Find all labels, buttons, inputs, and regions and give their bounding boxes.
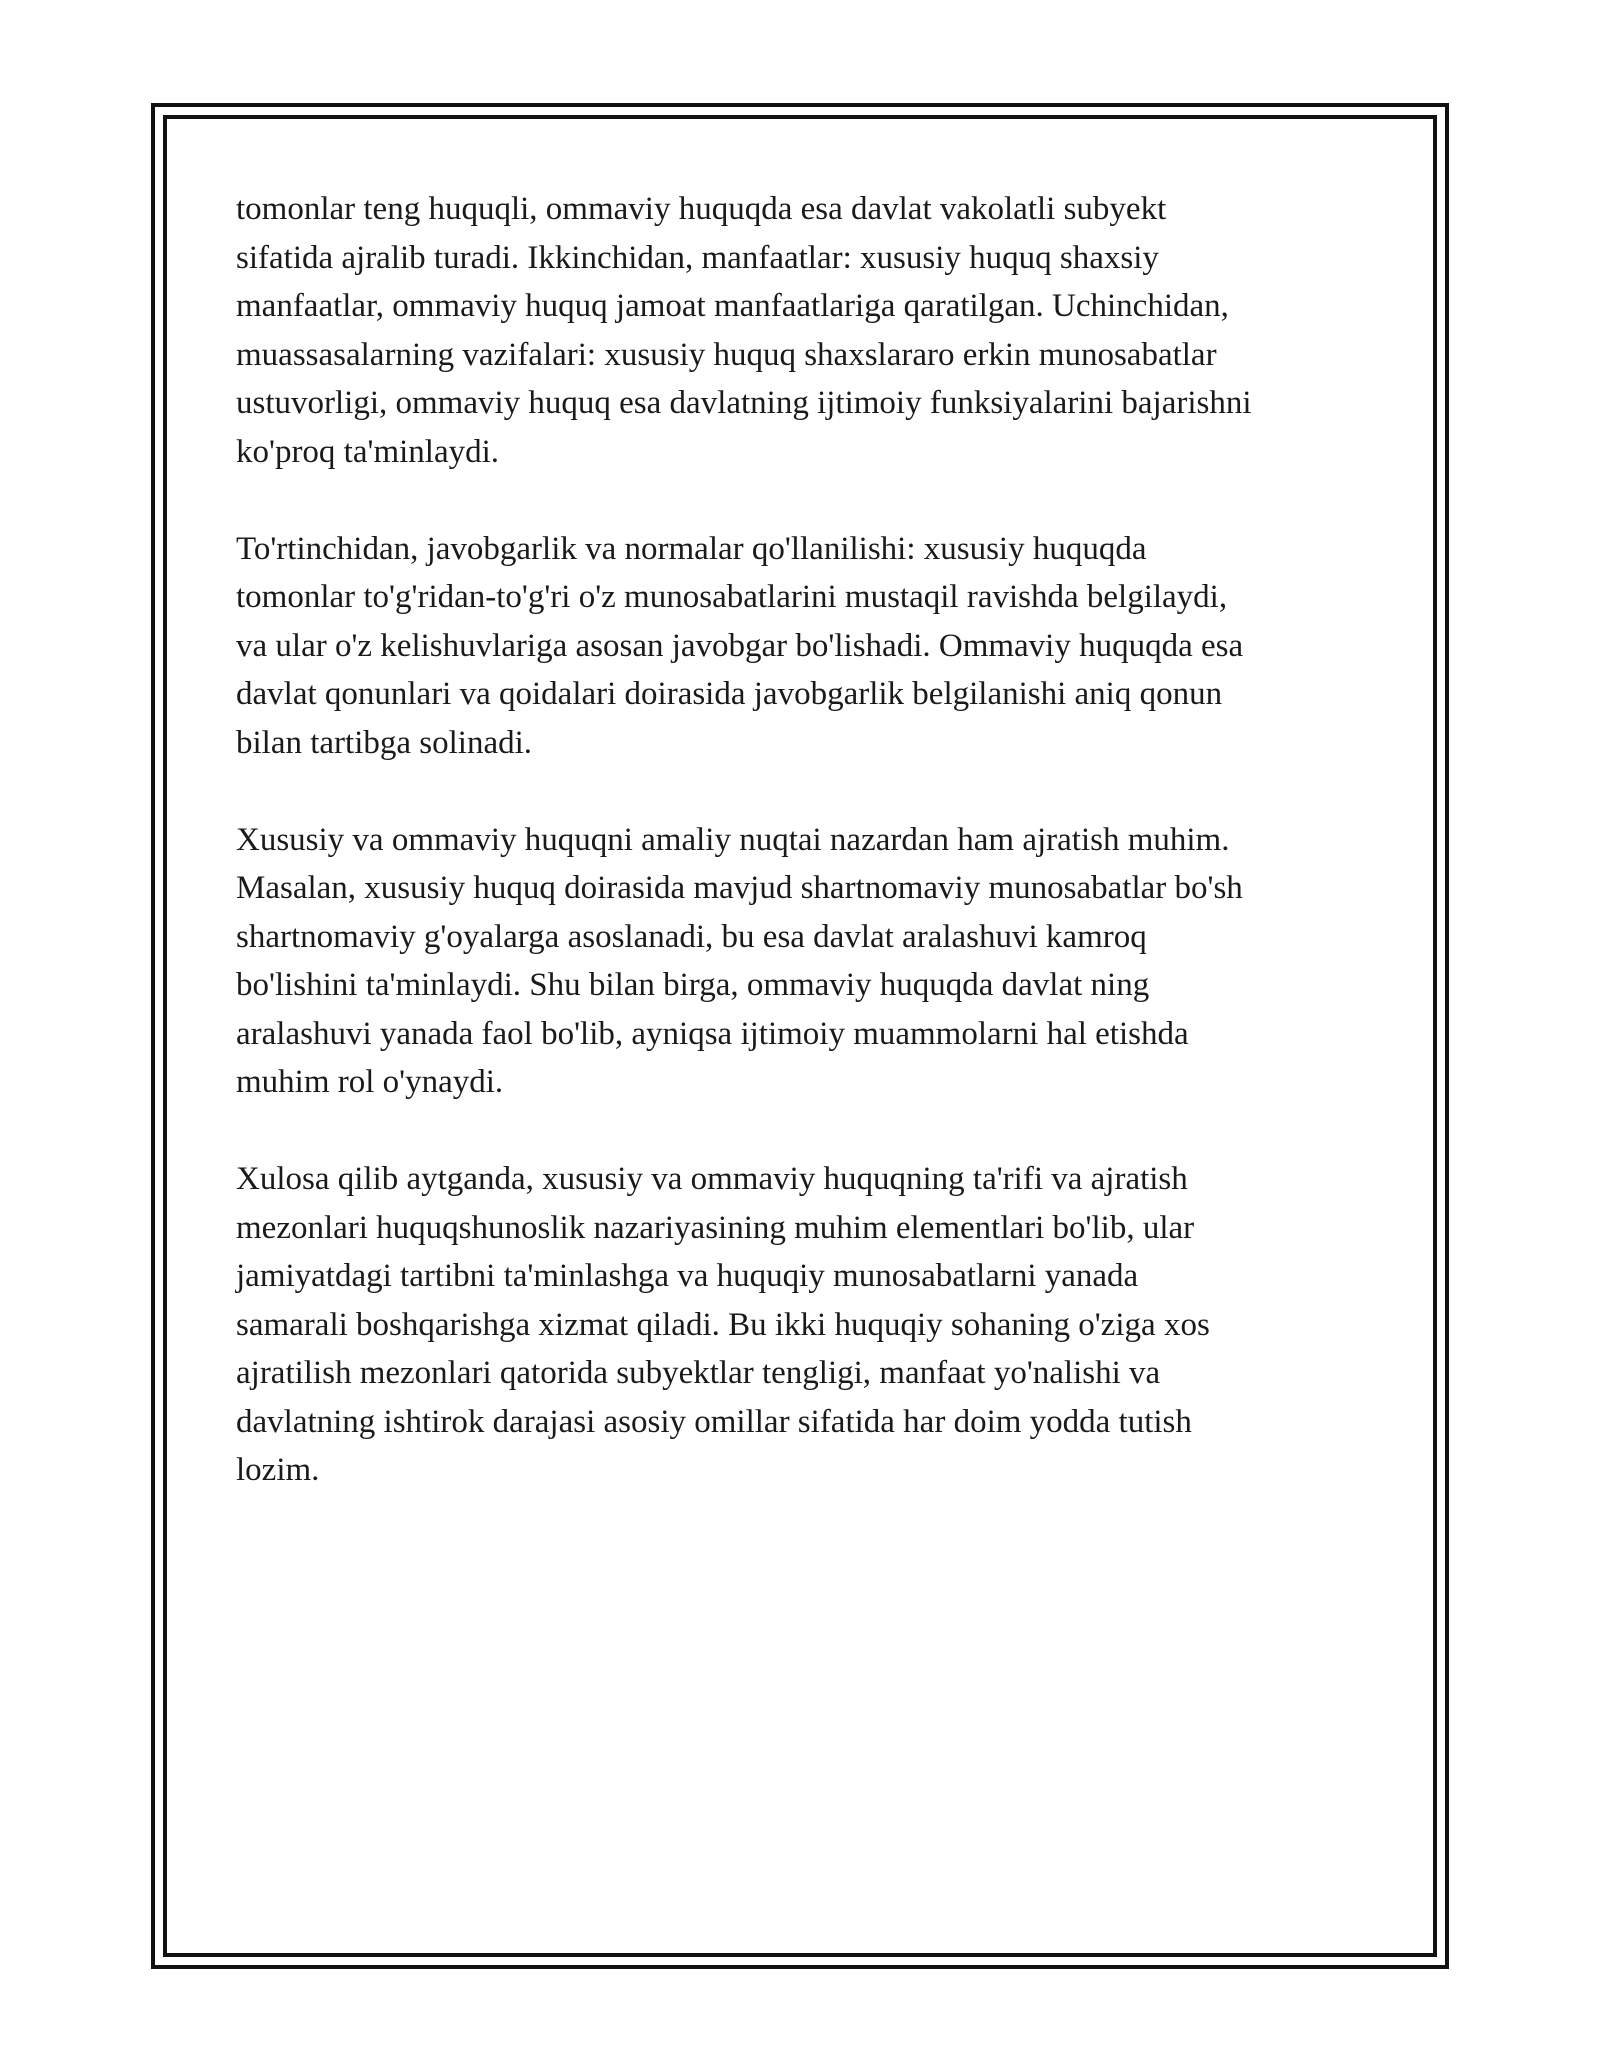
- paragraph-4: Xulosa qilib aytganda, xususiy va ommaviy huquqning ta'rifi va ajratish mezonlari huquqshunoslik nazariyasining muhim elementlari bo'lib, ular jamiyatdagi tartibni ta'minlashga va huquqiy munosabatlarni yanada samarali boshqarishga xizmat qiladi. Bu ikki huquqiy sohaning o'ziga xos ajratilish mezonlari qatorida subyektlar tengligi, manfaat yo'nalishi va davlatning ishtirok darajasi asosiy omillar sifatida har doim yodda tutish lozim.: [236, 1161, 1210, 1488]
- document-body: [236, 185, 1386, 1543]
- paragraph-3: Xususiy va ommaviy huquqni amaliy nuqtai nazardan ham ajratish muhim. Masalan, xususiy huquq doirasida mavjud shartnomaviy munosabatlar bo'sh shartnomaviy g'oyalarga asoslanadi, bu esa davlat aralashuvi kamroq bo'lishini ta'minlaydi. Shu bilan birga, ommaviy huquqda davlat ning aralashuvi yanada faol bo'lib, ayniqsa ijtimoiy muammolarni hal etishda muhim rol o'ynaydi.: [236, 821, 1243, 1100]
- paragraph-2: To'rtinchidan, javobgarlik va normalar qo'llanilishi: xususiy huquqda tomonlar to'g'ridan-to'g'ri o'z munosabatlarini mustaqil ravishda belgilaydi, va ular o'z kelishuvlariga asosan javobgar bo'lishadi. Ommaviy huquqda esa davlat qonunlari va qoidalari doirasida javobgarlik belgilanishi aniq qonun bilan tartibga solinadi.: [236, 530, 1244, 761]
- paragraph-1: tomonlar teng huquqli, ommaviy huquqda esa davlat vakolatli subyekt sifatida ajralib turadi. Ikkinchidan, manfaatlar: xususiy huquq shaxsiy manfaatlar, ommaviy huquq jamoat manfaatlariga qaratilgan. Uchinchidan, muassasalarning vazifalari: xususiy huquq shaxslararo erkin munosabatlar ustuvorligi, ommaviy huquq esa davlatning ijtimoiy funksiyalarini bajarishni ko'proq ta'minlaydi.: [236, 191, 1252, 470]
